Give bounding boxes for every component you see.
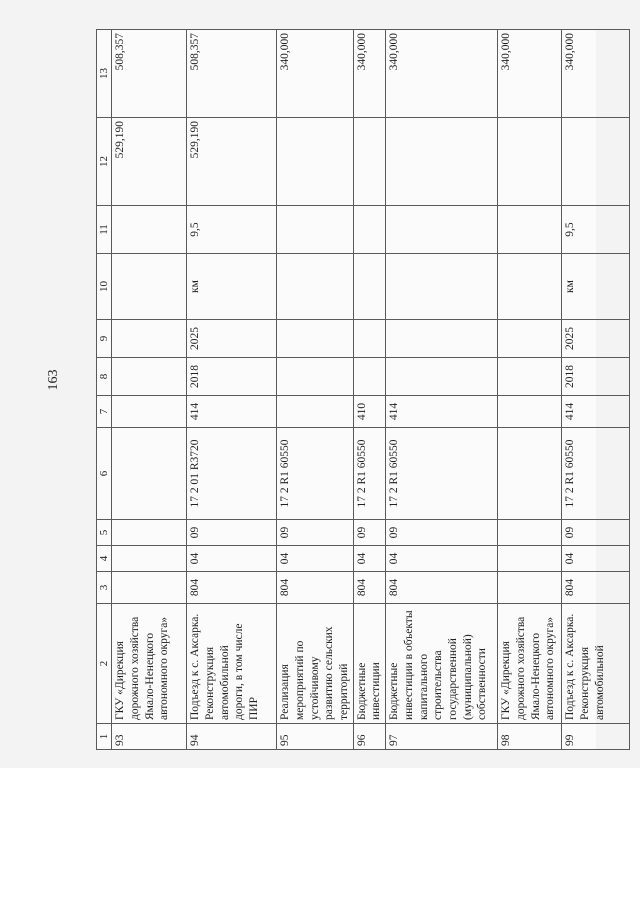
cell-amount-b: 340,000: [498, 30, 562, 118]
col-header: 2: [97, 604, 112, 724]
col-header: 3: [97, 572, 112, 604]
col-header: 13: [97, 30, 112, 118]
cell-subsection: [112, 520, 187, 546]
table-row: [277, 30, 354, 750]
cell-unit: [277, 254, 354, 320]
cell-expense-type: [498, 396, 562, 428]
cell-target-article: 17 2 R1 60550: [562, 428, 630, 520]
cell-start-year: [277, 358, 354, 396]
table-row: [353, 30, 385, 750]
cell-start-year: 2018: [187, 358, 277, 396]
row-number: 95: [277, 724, 354, 750]
cell-amount-a: [386, 118, 498, 206]
cell-ministry-code: 804: [187, 572, 277, 604]
cell-unit: [498, 254, 562, 320]
row-name: Бюджетные инвестиции: [353, 604, 385, 724]
cell-ministry-code: [498, 572, 562, 604]
budget-table: [96, 29, 630, 750]
row-number: 99: [562, 724, 630, 750]
cell-unit: [112, 254, 187, 320]
cell-capacity: [277, 206, 354, 254]
cell-ministry-code: 804: [562, 572, 630, 604]
cell-subsection: [498, 520, 562, 546]
cell-expense-type: [112, 396, 187, 428]
cell-subsection: 09: [353, 520, 385, 546]
cell-amount-a: [498, 118, 562, 206]
cell-target-article: 17 2 01 R3720: [187, 428, 277, 520]
cell-expense-type: [277, 396, 354, 428]
cell-amount-b: 340,000: [353, 30, 385, 118]
row-name: Реализация мероприятий по устойчивому развитию сельских территорий: [277, 604, 354, 724]
cell-capacity: [353, 206, 385, 254]
table-row: [562, 30, 630, 750]
cell-amount-b: 340,000: [562, 30, 630, 118]
cell-ministry-code: 804: [386, 572, 498, 604]
cell-amount-b: 340,000: [277, 30, 354, 118]
cell-subsection: 09: [562, 520, 630, 546]
cell-expense-type: 414: [187, 396, 277, 428]
cell-end-year: [353, 320, 385, 358]
cell-section: 04: [562, 546, 630, 572]
header-row: [97, 30, 112, 750]
col-header: 6: [97, 428, 112, 520]
table-row: [386, 30, 498, 750]
cell-expense-type: 414: [562, 396, 630, 428]
cell-section: 04: [386, 546, 498, 572]
cell-section: 04: [277, 546, 354, 572]
col-header: 12: [97, 118, 112, 206]
row-number: 96: [353, 724, 385, 750]
cell-unit: км: [187, 254, 277, 320]
row-number: 94: [187, 724, 277, 750]
col-header: 11: [97, 206, 112, 254]
cell-expense-type: 414: [386, 396, 498, 428]
cell-capacity: 9,5: [562, 206, 630, 254]
table-row: [112, 30, 187, 750]
cell-expense-type: 410: [353, 396, 385, 428]
table-row: [498, 30, 562, 750]
document-area: [96, 30, 606, 750]
cell-amount-a: 529,190: [187, 118, 277, 206]
cell-capacity: [112, 206, 187, 254]
cell-capacity: [498, 206, 562, 254]
cell-unit: [353, 254, 385, 320]
row-name: ГКУ «Дирекция дорожного хозяйства Ямало-Ненецкого автономного округа»: [112, 604, 187, 724]
cell-start-year: [498, 358, 562, 396]
col-header: 1: [97, 724, 112, 750]
cell-end-year: [112, 320, 187, 358]
cell-subsection: 09: [277, 520, 354, 546]
col-header: 7: [97, 396, 112, 428]
row-number: 97: [386, 724, 498, 750]
cell-amount-a: 529,190: [112, 118, 187, 206]
cell-end-year: [277, 320, 354, 358]
page-number: 163: [46, 369, 61, 391]
row-name: ГКУ «Дирекция дорожного хозяйства Ямало-Ненецкого автономного округа»: [498, 604, 562, 724]
cell-target-article: 17 2 R1 60550: [386, 428, 498, 520]
cell-section: [498, 546, 562, 572]
col-header: 9: [97, 320, 112, 358]
cell-section: 04: [187, 546, 277, 572]
cell-ministry-code: 804: [353, 572, 385, 604]
cell-target-article: [112, 428, 187, 520]
cell-amount-b: 508,357: [112, 30, 187, 118]
cell-amount-a: [353, 118, 385, 206]
cell-unit: км: [562, 254, 630, 320]
cell-amount-b: 340,000: [386, 30, 498, 118]
cell-ministry-code: 804: [277, 572, 354, 604]
rotated-table-wrapper: [96, 30, 606, 750]
cell-start-year: [112, 358, 187, 396]
cell-end-year: [386, 320, 498, 358]
cell-unit: [386, 254, 498, 320]
col-header: 8: [97, 358, 112, 396]
cell-capacity: [386, 206, 498, 254]
cell-capacity: 9,5: [187, 206, 277, 254]
col-header: 5: [97, 520, 112, 546]
cell-amount-b: 508,357: [187, 30, 277, 118]
cell-start-year: 2018: [562, 358, 630, 396]
col-header: 4: [97, 546, 112, 572]
cell-amount-a: [562, 118, 630, 206]
cell-target-article: [498, 428, 562, 520]
cell-section: [112, 546, 187, 572]
cell-section: 04: [353, 546, 385, 572]
col-header: 10: [97, 254, 112, 320]
table-row: [187, 30, 277, 750]
cell-amount-a: [277, 118, 354, 206]
cell-end-year: [498, 320, 562, 358]
row-number: 98: [498, 724, 562, 750]
cell-target-article: 17 2 R1 60550: [277, 428, 354, 520]
cell-ministry-code: [112, 572, 187, 604]
row-number: 93: [112, 724, 187, 750]
row-name: Бюджетные инвестиции в объекты капитального строительства государственной (муниципальной) собственности: [386, 604, 498, 724]
cell-start-year: [353, 358, 385, 396]
cell-subsection: 09: [386, 520, 498, 546]
cell-end-year: 2025: [562, 320, 630, 358]
cell-start-year: [386, 358, 498, 396]
row-name: Подъезд к с. Аксарка. Реконструкция автомобильной: [562, 604, 630, 724]
cell-target-article: 17 2 R1 60550: [353, 428, 385, 520]
row-name: Подъезд к с. Аксарка. Реконструкция автомобильной дороги, в том числе ПИР: [187, 604, 277, 724]
cell-subsection: 09: [187, 520, 277, 546]
cell-end-year: 2025: [187, 320, 277, 358]
